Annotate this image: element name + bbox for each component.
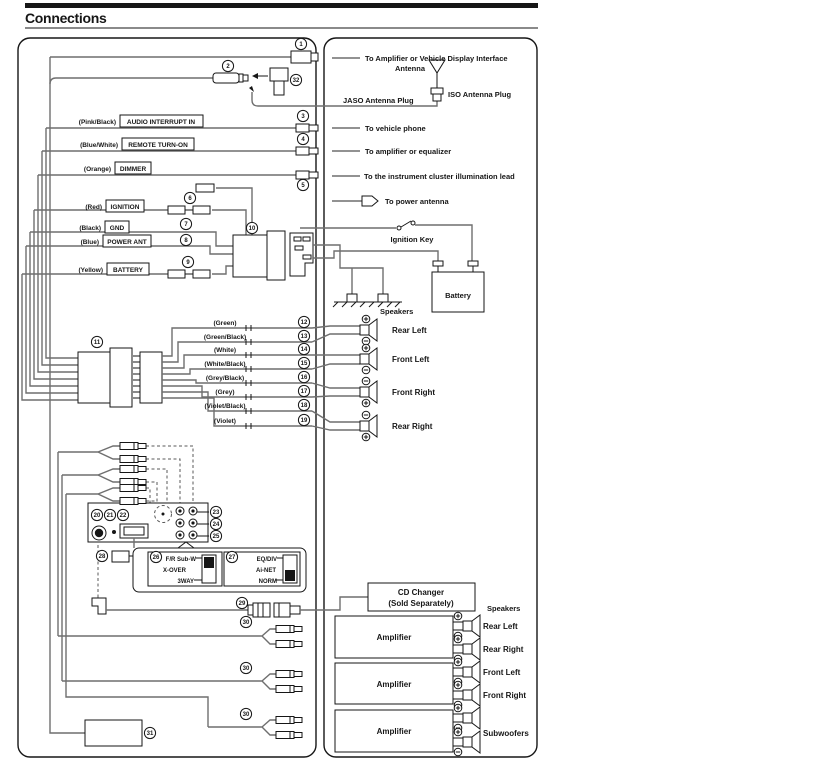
rca-preout-plug-3-tip <box>138 480 146 485</box>
rca-output-plug-5 <box>276 732 294 739</box>
speaker-bottom-2-driver <box>463 667 472 677</box>
rca-output-plug-4-tip <box>294 718 302 723</box>
cd-changer-cable <box>92 597 368 617</box>
battery-bullet-pair-a <box>168 270 185 278</box>
rca-jack-pin-3 <box>191 521 194 524</box>
rca-preout-plug-4-tip <box>138 486 146 491</box>
cd-changer-box <box>368 583 475 611</box>
speaker-bottom-3-driver <box>463 690 472 700</box>
rca-preout-plug-2-tip <box>138 467 146 472</box>
jaso-adapter <box>252 68 288 95</box>
speaker-upper-1-driver <box>360 354 369 364</box>
speaker-upper-2-driver <box>360 387 369 397</box>
label-wire-color-5: (Grey) <box>215 389 235 396</box>
page-title: Connections <box>25 10 107 26</box>
antenna-socket-tip <box>243 75 248 81</box>
label-ainet: Ai-NET <box>256 568 276 574</box>
row-remote-turn-on <box>42 138 318 155</box>
callout-number-29: 29 <box>238 601 246 608</box>
interface-box <box>85 720 142 746</box>
ground-circuit <box>313 245 438 307</box>
label-speaker-bottom-2: Front Left <box>483 668 521 677</box>
speaker-bottom-4-driver <box>463 713 472 723</box>
label-orange: (Orange) <box>83 166 111 173</box>
antenna-out-connector-cap <box>311 53 318 61</box>
plug-in-guides <box>146 446 193 503</box>
antenna-socket <box>213 73 239 83</box>
speaker-wire-bridges <box>312 326 360 430</box>
speaker-bottom-4-cone <box>472 707 480 729</box>
label-iso-plug: ISO Antenna Plug <box>448 90 512 99</box>
speaker-upper-0-driver <box>360 325 369 335</box>
callout-number-17: 17 <box>300 389 308 396</box>
label-vehicle-phone: To vehicle phone <box>365 124 426 133</box>
label-yellow: (Yellow) <box>78 267 103 274</box>
label-xover: X-OVER <box>163 568 187 574</box>
rca-preout-plug-1 <box>120 456 138 463</box>
callout-number-32: 32 <box>292 78 300 85</box>
rca-preout-plug-4 <box>120 485 138 492</box>
row-audio-interrupt <box>46 115 318 132</box>
speaker-bottom-1-driver <box>463 644 472 654</box>
amp-speaker-wires-2 <box>453 668 463 676</box>
rca-output-plug-1-tip <box>294 642 302 647</box>
jaso-arrow <box>249 86 254 92</box>
label-amplifier-2: Amplifier <box>376 680 412 689</box>
label-amp-display: To Amplifier or Vehicle Display Interface <box>365 54 508 63</box>
label-audio-interrupt: AUDIO INTERRUPT IN <box>126 119 196 126</box>
label-norm: NORM <box>258 579 277 585</box>
callout-number-14: 14 <box>300 347 308 354</box>
power-connector-block <box>233 231 313 280</box>
label-ignition: IGNITION <box>110 204 140 211</box>
callout-number-4: 4 <box>301 137 305 144</box>
speaker-upper-2-cone <box>369 381 377 403</box>
label-gnd: GND <box>109 225 125 232</box>
label-wire-color-2: (White) <box>213 347 237 354</box>
label-speaker-upper-1: Front Left <box>392 355 430 364</box>
label-battery: BATTERY <box>113 267 143 274</box>
label-wire-color-7: (Violet) <box>214 418 236 425</box>
label-illumination: To the instrument cluster illumination lead <box>364 172 515 181</box>
label-blue-white: (Blue/White) <box>80 142 118 149</box>
rca-preout-plug-2 <box>120 466 138 473</box>
speaker-bottom-0-cone <box>472 615 480 637</box>
amp-speaker-wires-0 <box>453 622 463 630</box>
callout-number-7: 7 <box>184 222 188 229</box>
label-eqdiv: EQ/DIV <box>256 557 277 563</box>
callout-number-28: 28 <box>98 554 106 561</box>
header-bar <box>25 3 538 8</box>
label-speakers-bottom: Speakers <box>487 604 521 613</box>
amp-speaker-wires-3 <box>453 691 463 699</box>
callout-number-31: 31 <box>146 731 154 738</box>
rca-output-plug-3-tip <box>294 687 302 692</box>
callout-number-26: 26 <box>152 555 160 562</box>
rca-jack-pin-1 <box>191 509 194 512</box>
callout-number-3: 3 <box>301 114 305 121</box>
rca-output-plug-1 <box>276 641 294 648</box>
speaker-bottom-3-cone <box>472 684 480 706</box>
amp-speaker-wires-4 <box>453 714 463 722</box>
label-3way: 3WAY <box>177 579 194 585</box>
power-antenna-connector <box>362 196 378 206</box>
antenna-icon <box>429 60 445 88</box>
label-antenna: Antenna <box>395 64 425 73</box>
callout-number-20: 20 <box>93 513 101 520</box>
label-power-antenna: To power antenna <box>385 197 449 206</box>
label-amplifier-3: Amplifier <box>376 727 412 736</box>
ignition-bullet-pair-a <box>168 206 185 214</box>
speaker-bottom-0-driver <box>463 621 472 631</box>
callout-number-21: 21 <box>106 513 114 520</box>
rca-output-plug-4 <box>276 717 294 724</box>
label-cd-changer-1: CD Changer <box>397 588 445 597</box>
callout-number-12: 12 <box>300 320 308 327</box>
callout-number-19: 19 <box>300 418 308 425</box>
ignition-branch-bullet <box>196 184 214 192</box>
label-speaker-upper-3: Rear Right <box>392 422 433 431</box>
callout-number-8: 8 <box>184 238 188 245</box>
label-speaker-upper-2: Front Right <box>392 388 436 397</box>
battery-bullet-pair-b <box>193 270 210 278</box>
speaker-bottom-2-cone <box>472 661 480 683</box>
callout-number-24: 24 <box>212 522 220 529</box>
fuse <box>112 551 129 562</box>
label-wire-color-3: (White/Black) <box>204 361 246 368</box>
label-speaker-bottom-3: Front Right <box>483 691 527 700</box>
label-wire-color-0: (Green) <box>213 320 237 327</box>
label-amp-eq: To amplifier or equalizer <box>365 147 452 156</box>
label-ignition-key: Ignition Key <box>390 235 434 244</box>
label-black: (Black) <box>79 225 101 232</box>
speaker-bottom-5-cone <box>472 731 480 753</box>
callout-number-15: 15 <box>300 361 308 368</box>
speaker-harness <box>78 348 162 407</box>
label-power-ant: POWER ANT <box>107 239 147 246</box>
reset-hole <box>112 530 116 534</box>
label-speakers-mid: Speakers <box>380 307 414 316</box>
rca-jack-pin-5 <box>191 533 194 536</box>
label-speaker-bottom-0: Rear Left <box>483 622 518 631</box>
preout-cables <box>58 446 120 501</box>
ignition-circuit <box>300 221 472 261</box>
amplifier-boxes <box>335 616 453 752</box>
label-cd-changer-2: (Sold Separately) <box>388 599 454 608</box>
label-speaker-bottom-4: Subwoofers <box>483 729 529 738</box>
label-speaker-upper-0: Rear Left <box>392 326 427 335</box>
label-red: (Red) <box>85 204 102 211</box>
callout-number-6: 6 <box>188 196 192 203</box>
label-jaso-plug: JASO Antenna Plug <box>343 96 414 105</box>
row-ignition <box>34 188 252 235</box>
callout-number-5: 5 <box>301 183 305 190</box>
callout-number-13: 13 <box>300 334 308 341</box>
label-dimmer: DIMMER <box>119 166 147 173</box>
rca-preout-plug-0-tip <box>138 444 146 449</box>
antenna-out-connector <box>291 51 311 63</box>
callout-number-18: 18 <box>300 403 308 410</box>
rca-preout-plug-1-tip <box>138 457 146 462</box>
callout-number-1: 1 <box>299 42 303 49</box>
rca-output-plug-0 <box>276 626 294 633</box>
rca-preout-plug-5 <box>120 498 138 505</box>
label-remote-turn-on: REMOTE TURN-ON <box>128 142 188 149</box>
callout-number-16: 16 <box>300 375 308 382</box>
callout-number-11: 11 <box>93 340 101 347</box>
label-wire-color-1: (Green/Black) <box>203 334 247 341</box>
iso-antenna-plug <box>431 88 443 101</box>
rca-preout-plug-0 <box>120 443 138 450</box>
ignition-bullet-pair-b <box>193 206 210 214</box>
speaker-upper-1-cone <box>369 348 377 370</box>
callout-number-10: 10 <box>248 226 256 233</box>
rca-output-plug-2 <box>276 671 294 678</box>
antenna-socket-ring <box>239 74 243 82</box>
amp-speaker-wires-1 <box>453 645 463 653</box>
speaker-bottom-5-driver <box>463 737 472 747</box>
speaker-upper-0-cone <box>369 319 377 341</box>
label-battery-box: Battery <box>445 291 471 300</box>
rca-output-plug-2-tip <box>294 672 302 677</box>
callout-number-2: 2 <box>226 64 230 71</box>
rca-output-plug-0-tip <box>294 627 302 632</box>
callout-number-30: 30 <box>242 712 250 719</box>
callout-number-30: 30 <box>242 620 250 627</box>
label-pink-black: (Pink/Black) <box>78 119 116 126</box>
speaker-bottom-1-cone <box>472 638 480 660</box>
speaker-upper-3-cone <box>369 415 377 437</box>
callout-number-9: 9 <box>186 260 190 267</box>
rca-jack-pin-2 <box>178 521 181 524</box>
callout-number-22: 22 <box>119 513 127 520</box>
label-fr-subw: F/R Sub-W <box>165 557 196 563</box>
label-speaker-bottom-1: Rear Right <box>483 645 524 654</box>
rca-output-plug-5-tip <box>294 733 302 738</box>
rca-jack-pin-0 <box>178 509 181 512</box>
callout-number-23: 23 <box>212 510 220 517</box>
rca-jack-pin-4 <box>178 533 181 536</box>
switch-panel <box>133 542 306 592</box>
rca-preout-plug-5-tip <box>138 499 146 504</box>
wire-antenna-socket <box>50 78 214 84</box>
rca-output-plug-3 <box>276 686 294 693</box>
label-wire-color-6: (Violet/Black) <box>204 403 246 410</box>
callout-number-27: 27 <box>228 555 236 562</box>
row-dimmer <box>38 162 318 179</box>
callout-number-30: 30 <box>242 666 250 673</box>
amp-speaker-wires-5 <box>453 738 463 746</box>
battery-box <box>432 261 484 312</box>
label-wire-color-4: (Grey/Black) <box>205 375 245 382</box>
row-power-ant <box>26 235 233 254</box>
label-amplifier-1: Amplifier <box>376 633 412 642</box>
callout-number-25: 25 <box>212 534 220 541</box>
speaker-upper-3-driver <box>360 421 369 431</box>
label-blue: (Blue) <box>80 239 99 246</box>
